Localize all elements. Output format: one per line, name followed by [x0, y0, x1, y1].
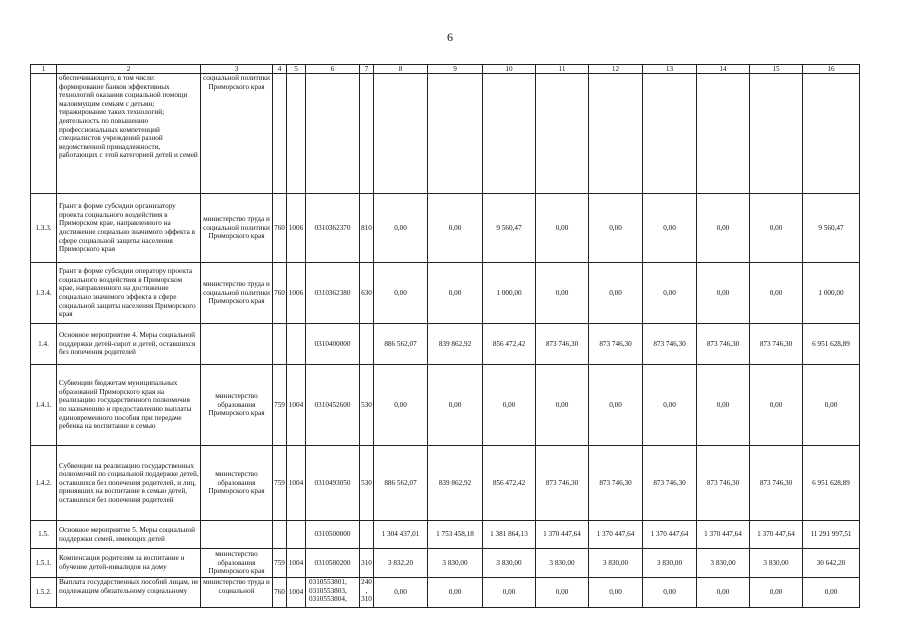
value-cell: 30 642,20 — [803, 549, 860, 578]
expense-type-code — [360, 324, 374, 365]
value-cell: 0,00 — [750, 578, 803, 608]
value-cell: 0,00 — [589, 263, 643, 324]
row-number: 1.5.1. — [31, 549, 57, 578]
value-cell — [697, 74, 750, 194]
table-row — [31, 194, 860, 263]
row-number: 1.4. — [31, 324, 57, 365]
header-cell: 7 — [360, 65, 374, 74]
header-cell: 2 — [57, 65, 201, 74]
value-cell: 0,00 — [750, 263, 803, 324]
grbs-code — [273, 324, 287, 365]
responsible-executor: министерство образования Приморского края — [201, 365, 273, 446]
value-cell: 0,00 — [483, 365, 536, 446]
header-cell: 1 — [31, 65, 57, 74]
value-cell: 1 000,00 — [803, 263, 860, 324]
value-cell: 3 830,00 — [589, 549, 643, 578]
value-cell: 0,00 — [697, 578, 750, 608]
header-cell: 10 — [483, 65, 536, 74]
value-cell: 1 370 447,64 — [589, 521, 643, 549]
responsible-executor — [201, 324, 273, 365]
table-row — [31, 74, 860, 194]
table-row — [31, 446, 860, 521]
value-cell: 873 746,30 — [643, 324, 697, 365]
table-row — [31, 549, 860, 578]
value-cell: 0,00 — [643, 365, 697, 446]
activity-description: Выплата государственных пособий лицам, не подлежащим обязательному социальному — [57, 578, 201, 608]
target-article-code: 0310553801, 0310553803, 0310553804, — [306, 578, 360, 608]
column-number-row — [31, 65, 860, 74]
value-cell: 0,00 — [697, 263, 750, 324]
value-cell: 1 304 437,01 — [374, 521, 428, 549]
target-article-code: 0310500000 — [306, 521, 360, 549]
value-cell: 0,00 — [643, 578, 697, 608]
section-code: 1004 — [287, 549, 306, 578]
value-cell: 1 370 447,64 — [536, 521, 589, 549]
table-row — [31, 521, 860, 549]
value-cell: 886 562,07 — [374, 324, 428, 365]
value-cell: 1 753 458,18 — [428, 521, 483, 549]
responsible-executor: социальной политики Приморского края — [201, 74, 273, 194]
expense-type-code: 810 — [360, 194, 374, 263]
expense-type-code: 630 — [360, 263, 374, 324]
activity-description: Субвенции бюджетам муниципальных образований Приморского края на реализацию государственного полномочия по назначению и предоставлению выплаты единовременного пособия при передаче ребенка на воспитание в семью — [57, 365, 201, 446]
expense-type-code: 240, 310 — [360, 578, 374, 608]
value-cell: 873 746,30 — [643, 446, 697, 521]
table-row — [31, 578, 860, 608]
responsible-executor — [201, 521, 273, 549]
value-cell: 873 746,30 — [536, 446, 589, 521]
value-cell: 0,00 — [697, 365, 750, 446]
table-row — [31, 365, 860, 446]
value-cell: 0,00 — [589, 578, 643, 608]
value-cell — [750, 74, 803, 194]
value-cell: 1 381 864,13 — [483, 521, 536, 549]
responsible-executor: министерство труда и социальной — [201, 578, 273, 608]
value-cell — [374, 74, 428, 194]
value-cell: 0,00 — [483, 578, 536, 608]
value-cell — [643, 74, 697, 194]
header-cell: 9 — [428, 65, 483, 74]
section-code — [287, 521, 306, 549]
target-article-code: 0310452600 — [306, 365, 360, 446]
value-cell: 3 830,00 — [643, 549, 697, 578]
value-cell: 0,00 — [536, 365, 589, 446]
value-cell: 9 560,47 — [483, 194, 536, 263]
responsible-executor: министерство труда и социальной политики Приморского края — [201, 263, 273, 324]
value-cell — [428, 74, 483, 194]
row-number: 1.4.1. — [31, 365, 57, 446]
activity-description: Грант в форме субсидии оператору проекта социального воздействия в Приморском крае, направленного на достижение социально значимого эффекта в сфере социальной защиты населения Приморского края — [57, 263, 201, 324]
grbs-code: 760 — [273, 263, 287, 324]
value-cell: 0,00 — [428, 365, 483, 446]
target-article-code — [306, 74, 360, 194]
grbs-code: 759 — [273, 365, 287, 446]
value-cell: 1 370 447,64 — [643, 521, 697, 549]
section-code: 1006 — [287, 194, 306, 263]
grbs-code — [273, 74, 287, 194]
page-number: 6 — [447, 30, 453, 44]
value-cell: 886 562,07 — [374, 446, 428, 521]
value-cell: 0,00 — [536, 263, 589, 324]
target-article-code: 0310362380 — [306, 263, 360, 324]
row-number: 1.5. — [31, 521, 57, 549]
expense-type-code — [360, 521, 374, 549]
section-code: 1006 — [287, 263, 306, 324]
value-cell: 0,00 — [428, 578, 483, 608]
grbs-code: 760 — [273, 578, 287, 608]
value-cell: 873 746,30 — [536, 324, 589, 365]
row-number: 1.3.4. — [31, 263, 57, 324]
value-cell — [803, 74, 860, 194]
value-cell: 3 830,00 — [428, 549, 483, 578]
value-cell: 11 291 997,51 — [803, 521, 860, 549]
row-number: 1.5.2. — [31, 578, 57, 608]
value-cell — [483, 74, 536, 194]
value-cell — [589, 74, 643, 194]
value-cell: 0,00 — [643, 194, 697, 263]
target-article-code: 0310362370 — [306, 194, 360, 263]
value-cell: 856 472,42 — [483, 324, 536, 365]
value-cell: 0,00 — [374, 194, 428, 263]
value-cell: 0,00 — [589, 194, 643, 263]
value-cell: 1 370 447,64 — [750, 521, 803, 549]
activity-description: Основное мероприятие 4. Меры социальной поддержки детей-сирот и детей, оставшихся без попечения родителей — [57, 324, 201, 365]
value-cell: 839 862,92 — [428, 446, 483, 521]
section-code: 1004 — [287, 578, 306, 608]
header-cell: 8 — [374, 65, 428, 74]
value-cell: 0,00 — [428, 194, 483, 263]
header-cell: 16 — [803, 65, 860, 74]
grbs-code — [273, 521, 287, 549]
target-article-code: 0310493050 — [306, 446, 360, 521]
header-cell: 14 — [697, 65, 750, 74]
value-cell: 0,00 — [536, 194, 589, 263]
responsible-executor: министерство образования Приморского края — [201, 549, 273, 578]
value-cell: 0,00 — [643, 263, 697, 324]
value-cell: 873 746,30 — [589, 324, 643, 365]
section-code: 1004 — [287, 365, 306, 446]
activity-description: Грант в форме субсидии организатору проекта социального воздействия в Приморском крае, направленного на достижение социально значимого эффекта в сфере социальной защиты населения Приморского края — [57, 194, 201, 263]
row-number: 1.3.3. — [31, 194, 57, 263]
value-cell: 0,00 — [803, 578, 860, 608]
value-cell: 873 746,30 — [589, 446, 643, 521]
value-cell: 0,00 — [589, 365, 643, 446]
activity-description: обеспечивающего, в том числе: формирование банков эффективных технологий оказания социальной помощи малоимущим семьям с детьми; тиражирование таких технологий; деятельность по повышению профессиональных компетенций специалистов учреждений разной ведомственной принадлежности, работающих с этой категорией детей и семей — [57, 74, 201, 194]
header-cell: 12 — [589, 65, 643, 74]
row-number — [31, 74, 57, 194]
table-row — [31, 263, 860, 324]
value-cell: 0,00 — [374, 578, 428, 608]
value-cell: 3 830,00 — [536, 549, 589, 578]
value-cell — [536, 74, 589, 194]
header-cell: 13 — [643, 65, 697, 74]
header-cell: 3 — [201, 65, 273, 74]
value-cell: 0,00 — [374, 365, 428, 446]
value-cell: 6 951 628,89 — [803, 446, 860, 521]
expense-type-code — [360, 74, 374, 194]
value-cell: 0,00 — [697, 194, 750, 263]
header-cell: 11 — [536, 65, 589, 74]
activity-description: Компенсация родителям за воспитание и обучение детей-инвалидов на дому — [57, 549, 201, 578]
expense-type-code: 310 — [360, 549, 374, 578]
table-row — [31, 324, 860, 365]
grbs-code: 759 — [273, 446, 287, 521]
value-cell: 856 472,42 — [483, 446, 536, 521]
value-cell: 0,00 — [428, 263, 483, 324]
value-cell: 0,00 — [750, 365, 803, 446]
value-cell: 839 862,92 — [428, 324, 483, 365]
value-cell: 0,00 — [374, 263, 428, 324]
header-cell: 4 — [273, 65, 287, 74]
header-cell: 5 — [287, 65, 306, 74]
grbs-code: 760 — [273, 194, 287, 263]
value-cell: 9 560,47 — [803, 194, 860, 263]
expense-type-code: 530 — [360, 365, 374, 446]
value-cell: 3 830,00 — [483, 549, 536, 578]
value-cell: 3 830,00 — [750, 549, 803, 578]
header-cell: 6 — [306, 65, 360, 74]
value-cell: 0,00 — [750, 194, 803, 263]
value-cell: 3 830,00 — [697, 549, 750, 578]
value-cell: 3 832,20 — [374, 549, 428, 578]
header-cell: 15 — [750, 65, 803, 74]
value-cell: 873 746,30 — [697, 324, 750, 365]
value-cell: 1 000,00 — [483, 263, 536, 324]
value-cell: 0,00 — [803, 365, 860, 446]
value-cell: 1 370 447,64 — [697, 521, 750, 549]
section-code — [287, 324, 306, 365]
responsible-executor: министерство труда и социальной политики Приморского края — [201, 194, 273, 263]
target-article-code: 0310580200 — [306, 549, 360, 578]
activity-description: Основное мероприятие 5. Меры социальной поддержки семей, имеющих детей — [57, 521, 201, 549]
value-cell: 873 746,30 — [750, 324, 803, 365]
expense-type-code: 530 — [360, 446, 374, 521]
value-cell: 6 951 628,89 — [803, 324, 860, 365]
responsible-executor: министерство образования Приморского края — [201, 446, 273, 521]
budget-table — [30, 64, 860, 608]
target-article-code: 0310400000 — [306, 324, 360, 365]
grbs-code: 759 — [273, 549, 287, 578]
value-cell: 873 746,30 — [697, 446, 750, 521]
section-code: 1004 — [287, 446, 306, 521]
activity-description: Субвенции на реализацию государственных полномочий по социальной поддержке детей, оставшихся без попечения родителей, и лиц, принявших на воспитание в семью детей, оставшихся без попечения родителей — [57, 446, 201, 521]
value-cell: 873 746,30 — [750, 446, 803, 521]
value-cell: 0,00 — [536, 578, 589, 608]
row-number: 1.4.2. — [31, 446, 57, 521]
section-code — [287, 74, 306, 194]
